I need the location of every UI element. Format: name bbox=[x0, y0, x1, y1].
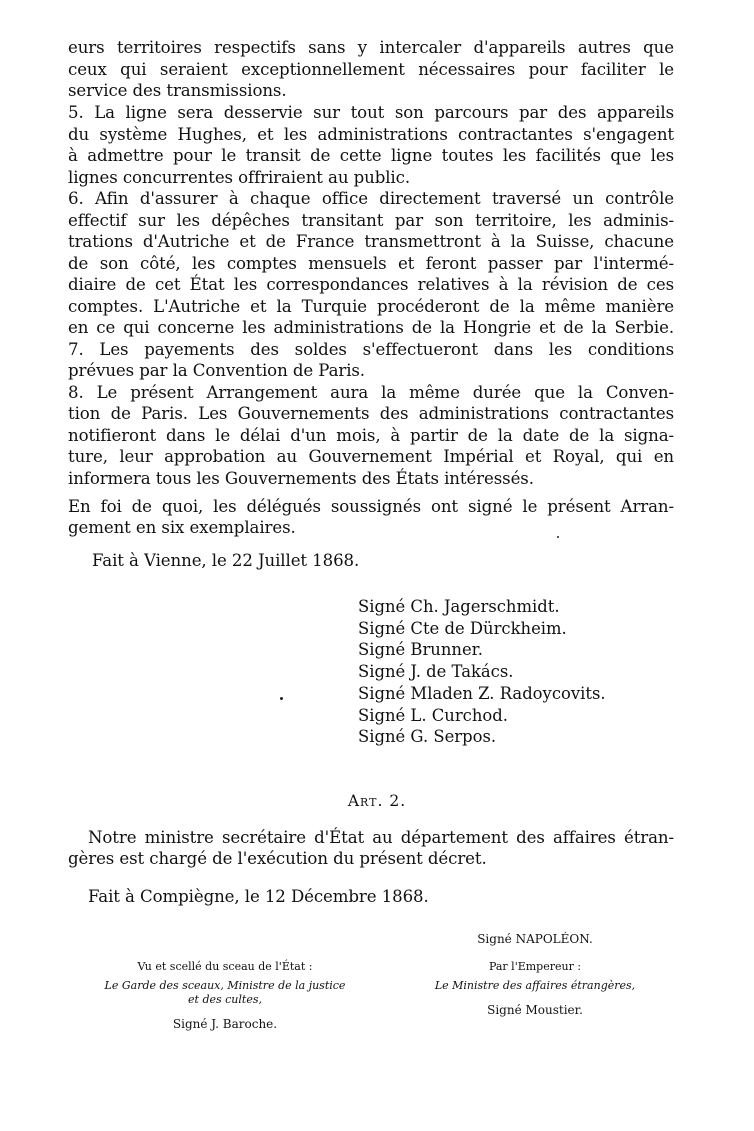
signatory: Signé Cte de Dürckheim. bbox=[358, 618, 567, 638]
text-line: lignes concurrentes offriraient au public. bbox=[68, 168, 411, 187]
compiegne-date-line: Fait à Compiègne, le 12 Décembre 1868. bbox=[88, 887, 429, 906]
signatories-block bbox=[358, 596, 606, 748]
baroche-signature: Signé J. Baroche. bbox=[172, 1017, 278, 1031]
signatory: Signé Mladen Z. Radoycovits. bbox=[358, 683, 606, 703]
napoleon-signature: Signé NAPOLÉON. bbox=[477, 932, 593, 946]
text-line: informera tous les Gouvernements des États intéressés. bbox=[68, 469, 534, 488]
keeper-title bbox=[75, 979, 375, 993]
signatory: Signé Brunner. bbox=[358, 640, 483, 660]
minister-title bbox=[405, 979, 665, 993]
keeper-title-text-1: Le Garde des sceaux, Ministre de la justice bbox=[104, 979, 346, 992]
text-line: service des transmissions. bbox=[68, 81, 287, 100]
keeper-title-text-2: et des cultes, bbox=[188, 993, 262, 1006]
text-line: de son côté, les comptes mensuels et feront passer par l'intermé- bbox=[68, 254, 674, 273]
text-line: notifieront dans le délai d'un mois, à partir de la date de la signa- bbox=[68, 426, 674, 445]
article-heading: Art. 2. bbox=[347, 792, 407, 810]
seal-line: Vu et scellé du sceau de l'État : bbox=[137, 960, 313, 973]
text-line: trations d'Autriche et de France transmettront à la Suisse, chacune bbox=[68, 232, 674, 251]
text-line: tion de Paris. Les Gouvernements des administrations contractantes bbox=[68, 404, 674, 423]
text-line: comptes. L'Autriche et la Turquie procéderont de la même manière bbox=[68, 297, 674, 316]
text-line: effectif sur les dépêches transitant par son territoire, les adminis- bbox=[68, 211, 674, 230]
text-line: diaire de cet État les correspondances relatives à la révision de ces bbox=[68, 275, 674, 294]
text-line: En foi de quoi, les délégués soussignés ont signé le présent Arran- bbox=[68, 497, 674, 516]
keeper-title-cont bbox=[75, 993, 375, 1007]
text-line: gement en six exemplaires. bbox=[68, 518, 296, 537]
decree-line: Notre ministre secrétaire d'État au département des affaires étran- bbox=[88, 828, 674, 847]
text-line: en ce qui concerne les administrations de la Hongrie et de la Serbie. bbox=[68, 318, 674, 337]
text-line: ture, leur approbation au Gouvernement Impérial et Royal, qui en bbox=[68, 447, 674, 466]
print-speck bbox=[280, 697, 283, 700]
decree-line: gères est chargé de l'exécution du présent décret. bbox=[68, 849, 487, 868]
signatory: Signé Ch. Jagerschmidt. bbox=[358, 597, 560, 616]
signatory: Signé L. Curchod. bbox=[358, 705, 508, 725]
text-line: eurs territoires respectifs sans y intercaler d'appareils autres que bbox=[68, 38, 674, 57]
vienna-date-line: Fait à Vienne, le 22 Juillet 1868. bbox=[92, 551, 360, 570]
signatory: Signé G. Serpos. bbox=[358, 727, 497, 747]
print-speck bbox=[557, 536, 559, 538]
text-line: ceux qui seraient exceptionnellement nécessaires pour faciliter le bbox=[68, 60, 674, 79]
text-line: 6. Afin d'assurer à chaque office directement traversé un contrôle bbox=[68, 189, 674, 208]
text-line: 7. Les payements des soldes s'effectueront dans les conditions bbox=[68, 340, 674, 359]
text-line: à admettre pour le transit de cette ligne toutes les facilités que les bbox=[68, 146, 674, 165]
moustier-signature: Signé Moustier. bbox=[487, 1003, 583, 1017]
text-line: du système Hughes, et les administrations contractantes s'engagent bbox=[68, 125, 674, 144]
text-line: prévues par la Convention de Paris. bbox=[68, 361, 365, 380]
by-emperor-line: Par l'Empereur : bbox=[488, 960, 582, 973]
signatory: Signé J. de Takács. bbox=[358, 662, 514, 682]
text-line: 8. Le présent Arrangement aura la même durée que la Conven- bbox=[68, 383, 674, 402]
text-line: 5. La ligne sera desservie sur tout son parcours par des appareils bbox=[68, 103, 674, 122]
minister-title-text: Le Ministre des affaires étrangères, bbox=[434, 979, 636, 992]
